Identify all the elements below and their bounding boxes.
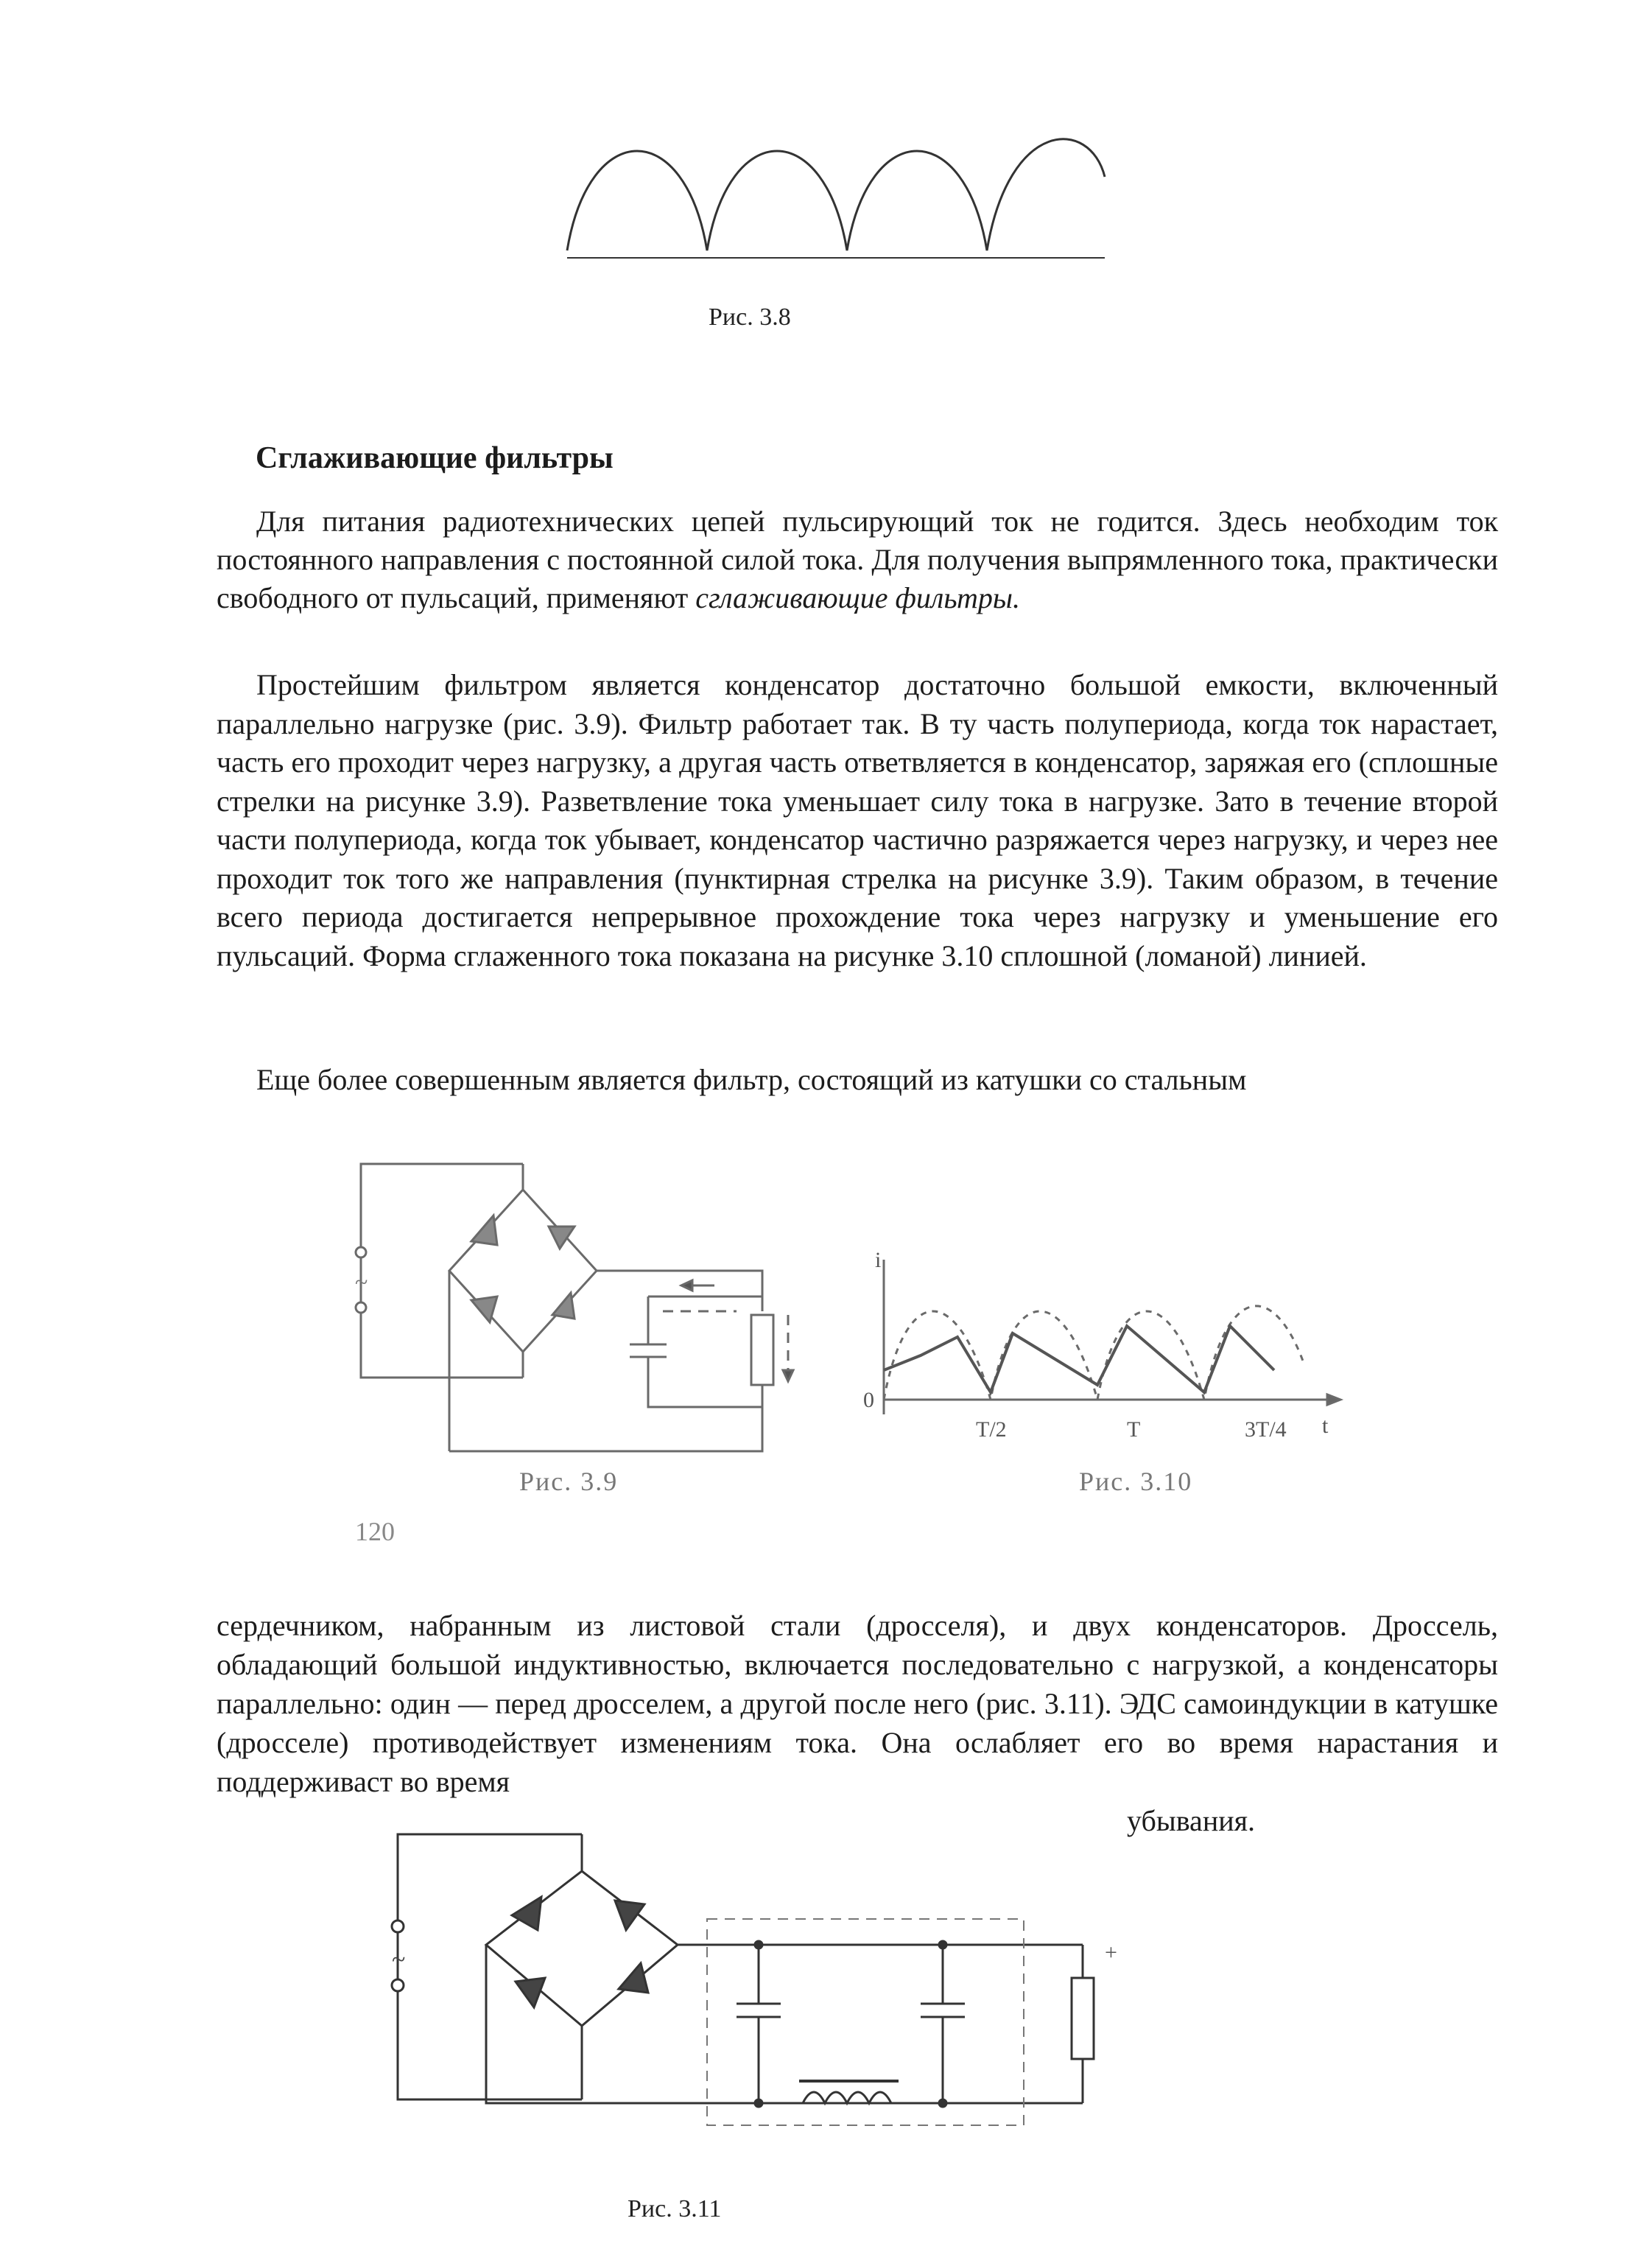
paragraph-1-text: Для питания радиотехнических цепей пульсирующий ток не годится. Здесь необходим ток постоянного направления с постоянной силой тока. Для получения выпрямленного тока, практически свободного от пульсаций, применяют [217,505,1498,614]
diode-1 [471,1215,497,1245]
diode-bridge [486,1871,678,2026]
smoothed-current-line [884,1326,1274,1392]
diode-2 [549,1227,574,1249]
filter-boundary [707,1919,1024,2125]
source-wire [398,1834,582,2099]
diode-bridge [449,1190,597,1352]
output-positive-wire [597,1271,762,1311]
page-number: 120 [355,1517,395,1546]
diode-4 [552,1293,574,1319]
source-terminal-top [356,1247,366,1257]
origin-label: 0 [863,1388,874,1412]
figure-3-10-graph [862,1248,1363,1459]
figure-3-9-source-symbol: ~ [355,1269,368,1295]
tick-three-quarter-period: 3T/4 [1245,1417,1287,1442]
figure-3-8-waveform [560,133,1120,273]
figure-3-11-source-symbol: ~ [392,1946,406,1973]
load-plus-sign: + [1105,1940,1117,1965]
diode-3 [516,1978,545,2007]
figure-3-11-caption: Рис. 3.11 [628,2195,722,2222]
figure-3-10-caption: Рис. 3.10 [1079,1467,1193,1496]
figure-3-8-caption: Рис. 3.8 [709,304,791,331]
source-terminal-bottom [392,1979,404,1991]
figure-3-11-circuit [383,1827,1149,2122]
rectified-humps-dashed [884,1306,1304,1400]
rectified-wave [567,139,1105,250]
diode-4 [619,1963,648,1993]
section-heading: Сглаживающие фильтры [256,441,614,475]
output-wire-bottom [486,1945,1083,2103]
load-resistor [1072,1978,1094,2059]
tick-half-period: T/2 [976,1417,1007,1442]
x-axis-label: t [1322,1414,1329,1438]
paragraph-4-tail: убывания. [1127,1804,1256,1837]
diode-1 [512,1897,541,1930]
tick-period: T [1127,1417,1141,1442]
paragraph-1-italic-term: сглаживающие фильтры. [695,581,1020,614]
paragraph-1 [217,502,1498,617]
figure-3-9-circuit [346,1157,803,1451]
choke-inductor [803,2092,891,2103]
source-wire [361,1164,523,1378]
paragraph-3: Еще более совершенным является фильтр, состоящий из катушки со стальным [256,1063,1247,1096]
load-resistor [751,1315,773,1385]
paragraph-4: сердечником, набранным из листовой стали (дросселя), и двух конденсаторов. Дроссель, обладающий большой индуктивностью, включается последовательно с нагрузкой, а конденсаторы параллельно: один — перед дросселем, а другой после него (рис. 3.11). ЭДС самоиндукции в катушке (дросселе) противодействует изменениям тока. Она ослабляет его во время нарастания и поддерживаст во время [217,1609,1498,1798]
paragraph-2: Простейшим фильтром является конденсатор достаточно большой емкости, включенный параллельно нагрузке (рис. 3.9). Фильтр работает так. В ту часть полупериода, когда ток нарастает, часть его проходит через нагрузку, а другая часть ответвляется в конденсатор, заряжая его (сплошные стрелки на рисунке 3.9). Разветвление тока уменьшает силу тока в нагрузке. Зато в течение второй части полупериода, когда ток убывает, конденсатор частично разряжается через нагрузку, и через нее проходит ток того же направления (пунктирная стрелка на рисунке 3.9). Таким образом, в течение всего периода достигается непрерывное прохождение тока через нагрузку и уменьшение его пульсаций. Форма сглаженного тока показана на рисунке 3.10 сплошной (ломаной) линией. [217,668,1498,972]
source-terminal-top [392,1920,404,1932]
source-terminal-bottom [356,1302,366,1313]
y-axis-label: i [875,1248,882,1272]
figure-3-9-caption: Рис. 3.9 [519,1467,619,1496]
